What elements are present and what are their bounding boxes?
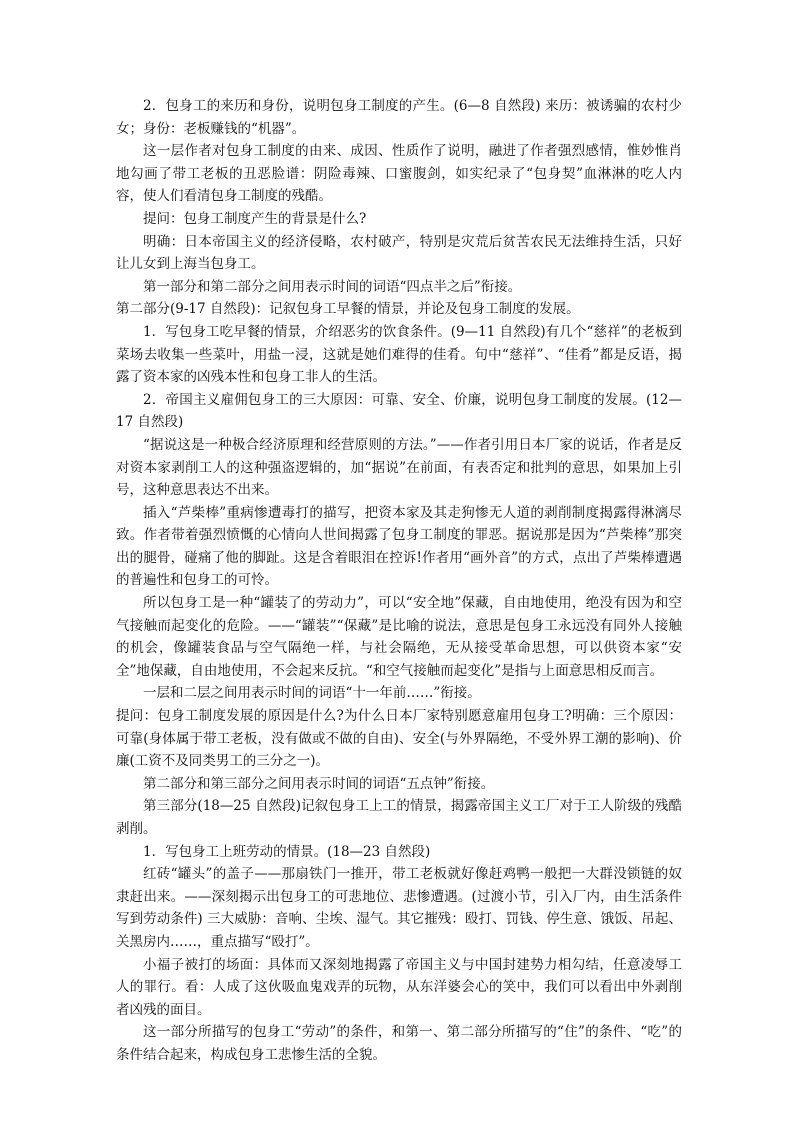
part-3-heading: 第三部分(18—25 自然段)记叙包身工上工的情景，揭露帝国主义工厂对于工人阶级的残酷剥削。 bbox=[116, 798, 682, 837]
xiaofuzi-paragraph: 小福子被打的场面：具体而又深刻地揭露了帝国主义与中国封建势力相勾结，任意凌辱工人的罪行。看：人成了这伙吸血鬼戏弄的玩物，从东洋婆会心的笑中，我们可以看出中外剥削者凶残的面目。 bbox=[116, 956, 682, 1018]
conclusion-paragraph: 这一部分所描写的包身工“劳动”的条件，和第一、第二部分所描写的“住”的条件、“吃”的条件结合起来，构成包身工悲惨生活的全貌。 bbox=[116, 1024, 682, 1063]
quote-analysis: “据说这是一种极合经济原理和经营原则的方法。”——作者引用日本厂家的说话，作者是反对资本家剥削工人的这种强盗逻辑的，加“据说”在前面，有表否定和批判的意思，如果加上引号，这种意思表达不出来。 bbox=[116, 436, 682, 499]
part-3-point-1: 1．写包身工上班劳动的情景。(18—23 自然段) bbox=[143, 843, 431, 860]
question-background: 提问：包身工制度产生的背景是什么? bbox=[143, 210, 367, 227]
part-2-point-2: 2．帝国主义雇佣包身工的三大原因：可靠、安全、价廉，说明包身工制度的发展。(12—17 自然段) bbox=[116, 391, 682, 431]
luchaibang-paragraph: 插入“芦柴棒”重病惨遭毒打的描写，把资本家及其走狗惨无人道的剥削制度揭露得淋漓尽致。作者带着强烈愤慨的心情向人世间揭露了包身工制度的罪恶。据说那是因为“芦柴棒”那突出的腿骨，碰痛了他的脚趾。这是含着眼泪在控诉!作者用“画外音”的方式，点出了芦柴棒遭遇的普遍性和包身工的可怜。 bbox=[116, 504, 682, 589]
question-development: 提问：包身工制度发展的原因是什么?为什么日本厂家特别愿意雇用包身工?明确：三个原因：可靠(身体属于带工老板，没有做或不做的自由)、安全(与外界隔绝，不受外界工潮的影响)、价廉(工资不及同类男工的三分之一)。 bbox=[116, 708, 682, 770]
part-2-point-1: 1．写包身工吃早餐的情景，介绍恶劣的饮食条件。(9—11 自然段)有几个“慈祥”的老板到菜场去收集一些菜叶，用盐一浸，这就是她们难得的佳肴。句中“慈祥”、“佳肴”都是反语，揭露了资本家的凶残本性和包身工非人的生活。 bbox=[116, 323, 682, 386]
part-2-heading: 第二部分(9-17 自然段)：记叙包身工早餐的情景，并论及包身工制度的发展。 bbox=[116, 301, 580, 318]
paragraph-commentary: 这一层作者对包身工制度的由来、成因、性质作了说明，融进了作者强烈感情，惟妙惟肖地勾画了带工老板的丑恶脸谱：阴险毒辣、口蜜腹剑，如实纪录了“包身契”血淋淋的吃人内容，使人们看清包身工制度的残酷。 bbox=[116, 143, 682, 205]
transition-layer1-layer2: 一层和二层之间用表示时间的词语“十一年前……”衔接。 bbox=[143, 685, 481, 702]
iron-gate-paragraph: 红砖“罐头”的盖子——那扇铁门一推开，带工老板就好像赶鸡鸭一般把一大群没锁链的奴隶赶出来。——深刻揭示出包身工的可悲地位、悲惨遭遇。(过渡小节，引入厂内，由生活条件写到劳动条件) 三大威胁：音响、尘埃、湿气。其它摧残：殴打、罚钱、停生意、饿饭、吊起、关黑房内……，重点描写“殴打”。 bbox=[116, 866, 682, 950]
canned-labor-paragraph: 所以包身工是一种“罐装了的劳动力”，可以“安全地”保藏，自由地使用，绝没有因为和空气接触而起变化的危险。——“罐装”“保藏”是比喻的说法，意思是包身工永远没有同外人接触的机会，像罐装食品与空气隔绝一样，与社会隔绝，无从接受革命思想，可以供资本家“安全”地保藏，自由地使用，不会起来反抗。“和空气接触而起变化”是指与上面意思相反而言。 bbox=[116, 595, 682, 679]
transition-part1-part2: 第一部分和第二部分之间用表示时间的词语“四点半之后”衔接。 bbox=[143, 278, 522, 295]
section-2-heading: 2．包身工的来历和身份，说明包身工制度的产生。(6—8 自然段) 来历：被诱骗的农村少女；身份：老板赚钱的“机器”。 bbox=[116, 98, 682, 137]
answer-background: 明确：日本帝国主义的经济侵略，农村破产，特别是灾荒后贫苦农民无法维持生活，只好让儿女到上海当包身工。 bbox=[116, 233, 682, 273]
document-page bbox=[116, 95, 682, 1067]
transition-part2-part3: 第二部分和第三部分之间用表示时间的词语“五点钟”衔接。 bbox=[143, 775, 495, 792]
